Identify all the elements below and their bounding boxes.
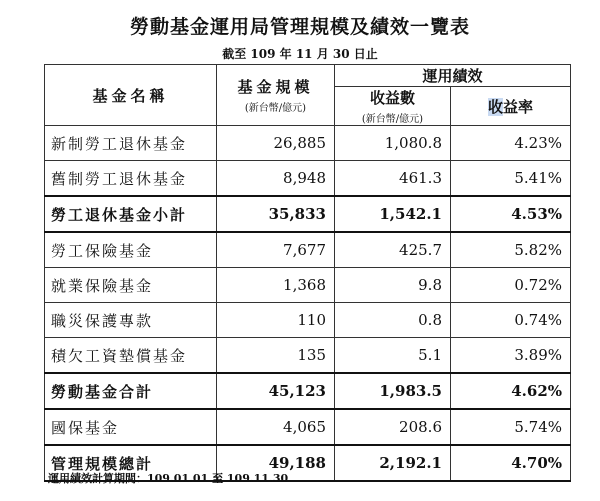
fund-size: 35,833 <box>217 196 335 232</box>
fund-rate: 5.82% <box>451 232 571 268</box>
header-yield-rate-highlight: 收 <box>487 97 503 116</box>
fund-size: 49,188 <box>217 445 335 481</box>
fund-rate: 4.62% <box>451 373 571 409</box>
table-row <box>45 126 571 161</box>
table-row <box>45 161 571 197</box>
fund-rate: 4.53% <box>451 196 571 232</box>
fund-income: 425.7 <box>335 232 451 268</box>
total-row <box>45 373 571 409</box>
fund-rate: 5.41% <box>451 161 571 197</box>
fund-rate: 3.89% <box>451 338 571 374</box>
page-title: 勞動基金運用局管理規模及績效一覽表 <box>129 16 470 38</box>
fund-name: 勞工保險基金 <box>45 232 217 268</box>
header-fund-size-label: 基金規模 <box>237 78 314 96</box>
fund-income: 1,080.8 <box>335 126 451 161</box>
header-fund-size <box>217 65 335 126</box>
fund-name: 職災保護專款 <box>45 303 217 338</box>
fund-size: 135 <box>217 338 335 374</box>
fund-name: 新制勞工退休基金 <box>45 126 217 161</box>
table-row <box>45 232 571 268</box>
as-of-date: 截至 109 年 11 月 30 日止 <box>222 47 378 61</box>
fund-income: 1,983.5 <box>335 373 451 409</box>
fund-performance-table <box>44 64 571 482</box>
fund-name: 舊制勞工退休基金 <box>45 161 217 197</box>
fund-name: 管理規模總計 <box>45 445 217 481</box>
fund-name: 勞工退休基金小計 <box>45 196 217 232</box>
fund-rate: 0.74% <box>451 303 571 338</box>
fund-name: 就業保險基金 <box>45 268 217 303</box>
fund-income: 461.3 <box>335 161 451 197</box>
fund-income: 0.8 <box>335 303 451 338</box>
fund-rate: 0.72% <box>451 268 571 303</box>
fund-income: 5.1 <box>335 338 451 374</box>
fund-size: 7,677 <box>217 232 335 268</box>
subtotal-row <box>45 196 571 232</box>
header-income-unit: (新台幣/億元) <box>361 114 424 125</box>
fund-size: 110 <box>217 303 335 338</box>
fund-rate: 4.23% <box>451 126 571 161</box>
table-row <box>45 409 571 445</box>
fund-rate: 5.74% <box>451 409 571 445</box>
table-row <box>45 268 571 303</box>
header-income-label: 收益數 <box>369 89 415 107</box>
fund-size: 8,948 <box>217 161 335 197</box>
header-performance: 運用績效 <box>335 65 571 87</box>
fund-name: 國保基金 <box>45 409 217 445</box>
fund-income: 1,542.1 <box>335 196 451 232</box>
fund-name: 勞動基金合計 <box>45 373 217 409</box>
fund-size: 45,123 <box>217 373 335 409</box>
fund-income: 208.6 <box>335 409 451 445</box>
calculation-period-note: 運用績效計算期間：109.01.01 至 109.11.30 <box>48 472 289 485</box>
fund-rate: 4.70% <box>451 445 571 481</box>
table-row <box>45 338 571 374</box>
header-income <box>335 87 451 126</box>
header-fund-size-unit: (新台幣/億元) <box>244 103 307 114</box>
fund-size: 4,065 <box>217 409 335 445</box>
header-fund-name: 基金名稱 <box>45 65 217 126</box>
fund-income: 9.8 <box>335 268 451 303</box>
header-yield-rate <box>451 87 571 126</box>
table-row <box>45 303 571 338</box>
fund-income: 2,192.1 <box>335 445 451 481</box>
fund-name: 積欠工資墊償基金 <box>45 338 217 374</box>
fund-size: 26,885 <box>217 126 335 161</box>
header-yield-rate-rest: 益率 <box>503 97 534 116</box>
fund-size: 1,368 <box>217 268 335 303</box>
